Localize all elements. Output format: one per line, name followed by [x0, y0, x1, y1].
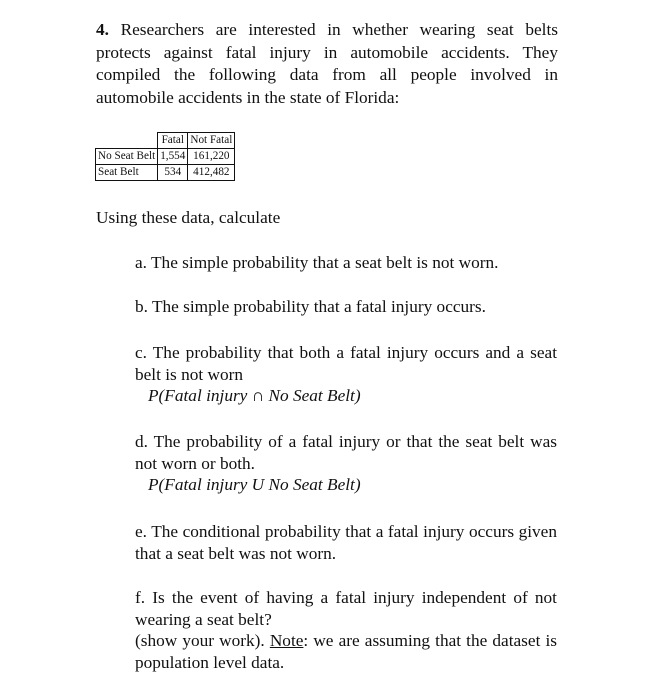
part-d-text: d. The probability of a fatal injury or that the seat belt was not worn or both. — [135, 432, 557, 473]
part-e-text: e. The conditional probability that a fatal injury occurs given that a seat belt was not worn. — [135, 522, 557, 563]
part-c-formula: P(Fatal injury ∩ No Seat Belt) — [148, 386, 361, 405]
part-d — [135, 431, 557, 496]
table-corner-cell — [96, 133, 158, 149]
row-header-seat-belt: Seat Belt — [96, 165, 158, 181]
table-row — [96, 165, 235, 181]
question-intro — [96, 19, 558, 109]
part-f-note-label: Note — [269, 631, 304, 650]
part-b-text: b. The simple probability that a fatal injury occurs. — [135, 297, 486, 316]
part-e — [135, 521, 557, 564]
col-header-fatal: Fatal — [158, 133, 188, 149]
cell-no-seat-belt-fatal: 1,554 — [158, 149, 188, 165]
cell-seat-belt-fatal: 534 — [158, 165, 188, 181]
part-f-note-text: : we are assuming that the dataset is population level data. — [135, 631, 557, 672]
instruction-text: Using these data, calculate — [96, 208, 281, 227]
part-f-show-work: (show your work). — [135, 631, 270, 650]
part-f-text: f. Is the event of having a fatal injury independent of not wearing a seat belt? — [135, 588, 557, 629]
part-c — [135, 342, 557, 407]
part-f — [135, 587, 557, 673]
part-b — [135, 296, 557, 318]
question-number: 4. — [96, 20, 109, 39]
part-c-text: c. The probability that both a fatal injury occurs and a seat belt is not worn — [135, 343, 557, 384]
seat-belt-data-table — [95, 132, 235, 181]
question-text: Researchers are interested in whether wearing seat belts protects against fatal injury in automobile accidents. They compiled the following data from all people involved in automobile accidents in the state of Florida: — [96, 20, 558, 107]
part-a — [135, 252, 557, 274]
table-header-row — [96, 133, 235, 149]
col-header-not-fatal: Not Fatal — [188, 133, 235, 149]
part-d-formula: P(Fatal injury U No Seat Belt) — [148, 475, 361, 494]
row-header-no-seat-belt: No Seat Belt — [96, 149, 158, 165]
part-a-text: a. The simple probability that a seat belt is not worn. — [135, 253, 499, 272]
cell-no-seat-belt-not-fatal: 161,220 — [188, 149, 235, 165]
cell-seat-belt-not-fatal: 412,482 — [188, 165, 235, 181]
table-row — [96, 149, 235, 165]
